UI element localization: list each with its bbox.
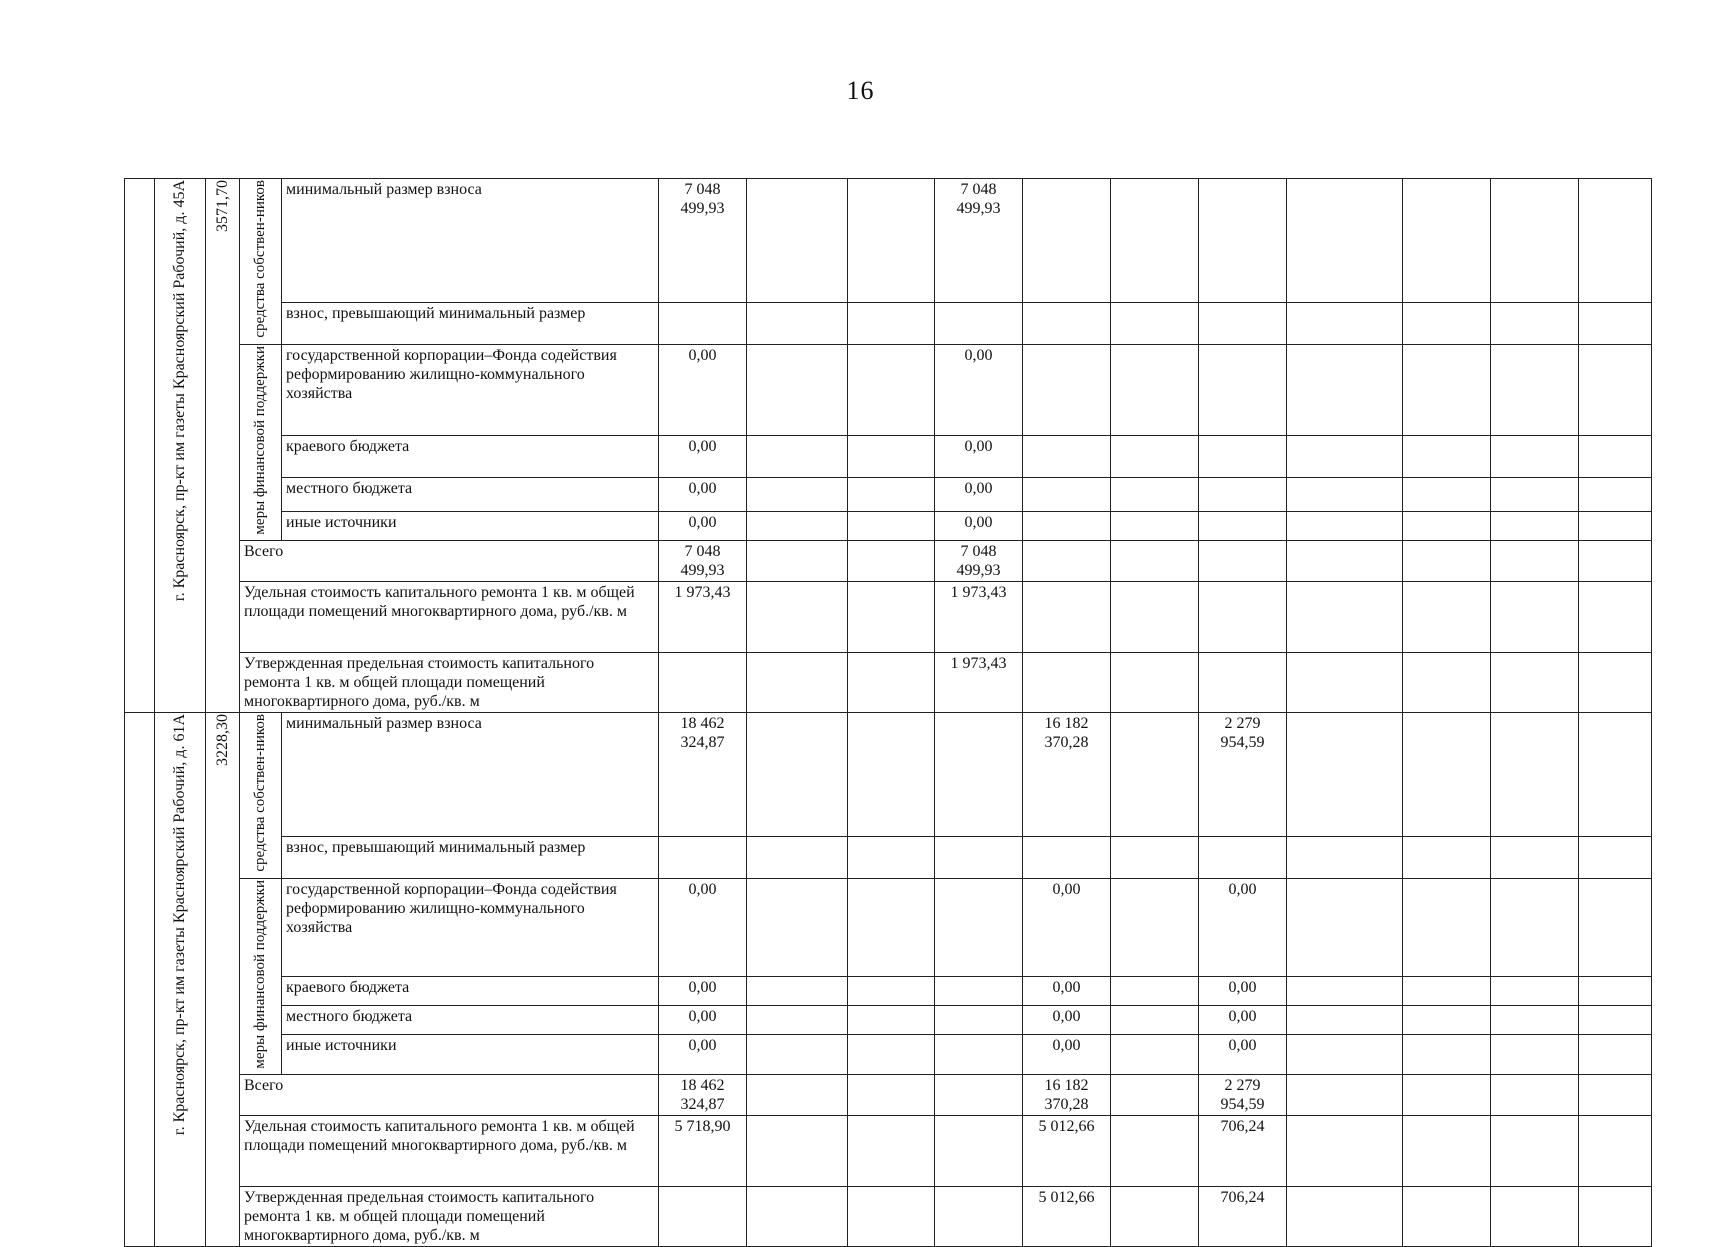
value-cell: 2 279 954,59 — [1199, 713, 1287, 837]
value-cell — [935, 977, 1023, 1006]
value-cell — [1199, 653, 1287, 713]
row-label: минимальный размер взноса — [282, 713, 659, 837]
row-label: иные источники — [282, 1035, 659, 1075]
address-cell: г. Красноярск, пр-кт им газеты Красноярский Рабочий, д. 45А — [155, 179, 206, 713]
table-row — [125, 713, 1652, 837]
value-cell — [1023, 344, 1111, 436]
value-cell — [935, 1187, 1023, 1247]
area-cell: 3571,70 — [206, 179, 240, 713]
value-cell: 18 462 324,87 — [659, 1075, 747, 1116]
value-cell — [1199, 541, 1287, 582]
value-cell: 16 182 370,28 — [1023, 713, 1111, 837]
table-row — [125, 541, 1652, 582]
table-row — [125, 478, 1652, 512]
table-row — [125, 302, 1652, 344]
value-cell: 706,24 — [1199, 1187, 1287, 1247]
row-label: Всего — [240, 1075, 659, 1116]
value-cell — [1023, 436, 1111, 478]
value-cell: 0,00 — [1199, 878, 1287, 977]
value-cell: 0,00 — [659, 344, 747, 436]
value-cell: 5 012,66 — [1023, 1187, 1111, 1247]
value-cell — [935, 1006, 1023, 1035]
value-cell: 0,00 — [935, 512, 1023, 541]
value-cell — [1023, 582, 1111, 653]
value-cell: 5 012,66 — [1023, 1116, 1111, 1187]
table-row — [125, 653, 1652, 713]
row-label: взнос, превышающий минимальный размер — [282, 836, 659, 878]
value-cell: 0,00 — [1023, 1035, 1111, 1075]
row-label: Удельная стоимость капитального ремонта 1 кв. м общей площади помещений многоквартирного дома, руб./кв. м — [240, 1116, 659, 1187]
value-cell: 16 182 370,28 — [1023, 1075, 1111, 1116]
page-number: 16 — [846, 76, 875, 105]
value-cell — [1023, 478, 1111, 512]
value-cell: 7 048 499,93 — [935, 179, 1023, 303]
row-label: Удельная стоимость капитального ремонта 1 кв. м общей площади помещений многоквартирного дома, руб./кв. м — [240, 582, 659, 653]
row-number-cell — [125, 179, 155, 713]
row-label: государственной корпорации–Фонда содействия реформированию жилищно-коммунального хозяйства — [282, 344, 659, 436]
row-label: краевого бюджета — [282, 436, 659, 478]
value-cell: 7 048 499,93 — [659, 179, 747, 303]
value-cell: 0,00 — [935, 436, 1023, 478]
value-cell: 0,00 — [659, 512, 747, 541]
value-cell: 7 048 499,93 — [935, 541, 1023, 582]
table-row — [125, 582, 1652, 653]
value-cell: 0,00 — [1199, 1035, 1287, 1075]
row-label: минимальный размер взноса — [282, 179, 659, 303]
value-cell: 1 973,43 — [659, 582, 747, 653]
table-row — [125, 977, 1652, 1006]
row-label: взнос, превышающий минимальный размер — [282, 302, 659, 344]
value-cell: 0,00 — [935, 478, 1023, 512]
table-row — [125, 344, 1652, 436]
row-label: Утвержденная предельная стоимость капитального ремонта 1 кв. м общей площади помещений многоквартирного дома, руб./кв. м — [240, 653, 659, 713]
value-cell — [1199, 179, 1287, 303]
value-cell: 1 973,43 — [935, 582, 1023, 653]
value-cell — [935, 713, 1023, 837]
value-cell: 0,00 — [659, 1035, 747, 1075]
capital-repair-table — [124, 178, 1652, 1247]
table-row — [125, 836, 1652, 878]
owners-funds-group: средства собствен-ников — [240, 713, 282, 879]
value-cell — [1023, 653, 1111, 713]
table-row — [125, 1187, 1652, 1247]
value-cell: 5 718,90 — [659, 1116, 747, 1187]
value-cell: 706,24 — [1199, 1116, 1287, 1187]
table-row — [125, 878, 1652, 977]
value-cell — [1023, 541, 1111, 582]
value-cell — [1199, 512, 1287, 541]
financial-support-group: меры финансовой поддержки — [240, 344, 282, 541]
value-cell — [1199, 582, 1287, 653]
row-label: местного бюджета — [282, 478, 659, 512]
table-row — [125, 179, 1652, 303]
table-row — [125, 436, 1652, 478]
value-cell: 0,00 — [659, 1006, 747, 1035]
area-cell: 3228,30 — [206, 713, 240, 1247]
table-row — [125, 1035, 1652, 1075]
value-cell — [1199, 478, 1287, 512]
value-cell: 0,00 — [935, 344, 1023, 436]
value-cell: 0,00 — [1023, 878, 1111, 977]
table-row — [125, 1006, 1652, 1035]
value-cell — [1023, 179, 1111, 303]
value-cell: 0,00 — [659, 878, 747, 977]
value-cell — [935, 1075, 1023, 1116]
value-cell — [1199, 436, 1287, 478]
row-number-cell — [125, 713, 155, 1247]
table-row — [125, 1116, 1652, 1187]
value-cell — [935, 1116, 1023, 1187]
row-label: краевого бюджета — [282, 977, 659, 1006]
row-label: Всего — [240, 541, 659, 582]
value-cell: 0,00 — [1023, 977, 1111, 1006]
row-label: Утвержденная предельная стоимость капитального ремонта 1 кв. м общей площади помещений многоквартирного дома, руб./кв. м — [240, 1187, 659, 1247]
value-cell: 0,00 — [1199, 977, 1287, 1006]
value-cell: 1 973,43 — [935, 653, 1023, 713]
value-cell: 7 048 499,93 — [659, 541, 747, 582]
value-cell — [935, 878, 1023, 977]
value-cell — [659, 653, 747, 713]
value-cell: 0,00 — [659, 478, 747, 512]
value-cell — [1023, 512, 1111, 541]
value-cell: 0,00 — [659, 436, 747, 478]
value-cell — [1199, 344, 1287, 436]
owners-funds-group: средства собствен-ников — [240, 179, 282, 345]
financial-support-group: меры финансовой поддержки — [240, 878, 282, 1075]
table-row — [125, 512, 1652, 541]
row-label: государственной корпорации–Фонда содействия реформированию жилищно-коммунального хозяйства — [282, 878, 659, 977]
table-row — [125, 1075, 1652, 1116]
row-label: местного бюджета — [282, 1006, 659, 1035]
value-cell — [935, 1035, 1023, 1075]
address-cell: г. Красноярск, пр-кт им газеты Красноярский Рабочий, д. 61А — [155, 713, 206, 1247]
value-cell: 0,00 — [1023, 1006, 1111, 1035]
value-cell: 2 279 954,59 — [1199, 1075, 1287, 1116]
row-label: иные источники — [282, 512, 659, 541]
value-cell: 0,00 — [1199, 1006, 1287, 1035]
value-cell: 0,00 — [659, 977, 747, 1006]
value-cell: 18 462 324,87 — [659, 713, 747, 837]
value-cell — [659, 1187, 747, 1247]
